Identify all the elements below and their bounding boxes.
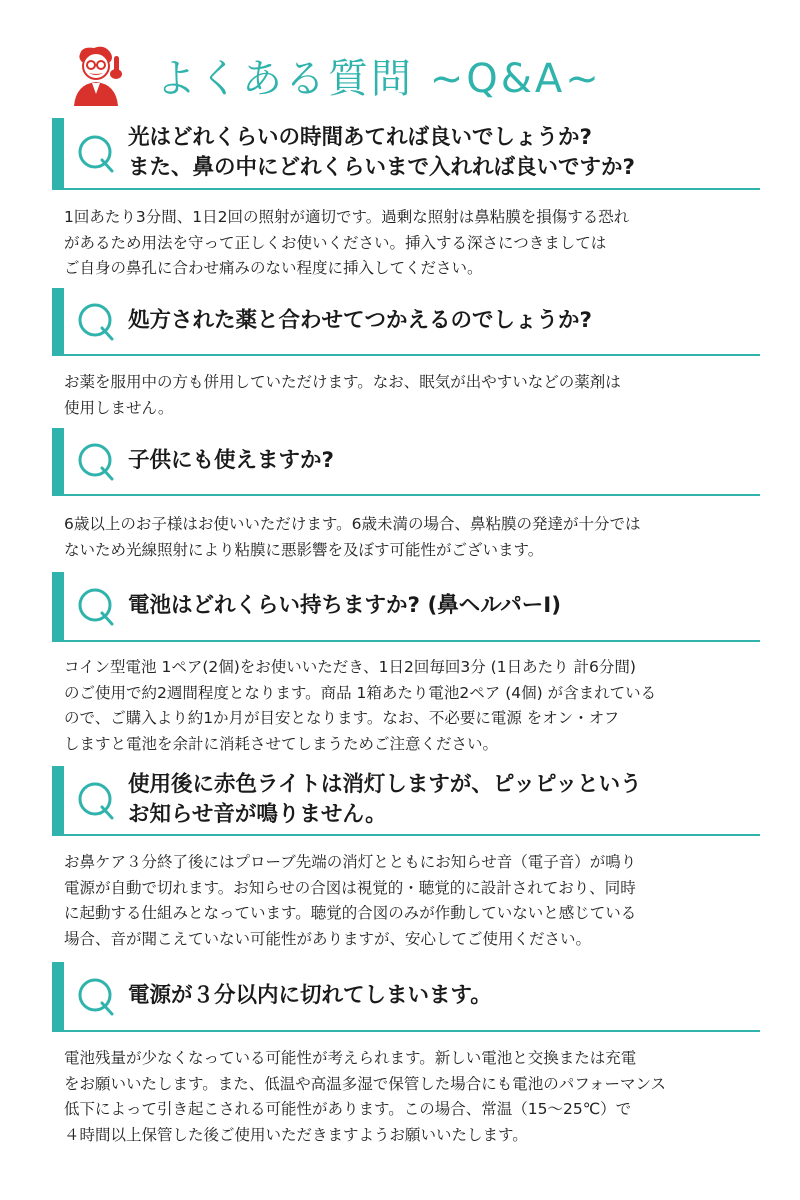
page-header [70,40,602,110]
question-line: お知らせ音が鳴りません。 [128,802,387,827]
question-text [128,306,592,336]
question-3 [52,428,760,496]
question-1 [52,118,760,190]
q-icon [76,439,116,483]
answer-line: のご使用で約2週間程度となります。商品 1箱あたり電池2ペア (4個) が含まれている [64,683,657,702]
answer-line: をお願いいたします。また、低温や高温多湿で保管した場合にも電池のパフォーマンス [64,1074,667,1093]
question-5 [52,766,760,836]
question-6 [52,962,760,1032]
answer-line: お薬を服用中の方も併用していただけます。なお、眠気が出やすいなどの薬剤は [64,373,621,391]
answer-line: コイン型電池 1ペア(2個)をお使いいただき、1日2回毎回3分 (1日あたり 計6分間) [64,658,636,676]
professor-mascot-icon [70,44,128,106]
answer-line: ないため光線照射により粘膜に悪影響を及ぼす可能性がございます。 [64,540,544,559]
question-text [128,591,561,621]
answer-5 [64,850,764,952]
q-icon [76,778,116,822]
question-line: 処方された薬と合わせてつかえるのでしょうか? [128,308,592,333]
q-icon [76,299,116,343]
q-icon [76,974,116,1018]
question-line: 使用後に赤色ライトは消灯しますが、ピッピッという [128,772,642,797]
question-text [128,981,492,1011]
question-4 [52,572,760,642]
question-text [128,770,642,830]
answer-line: ので、ご購入より約1か月が目安となります。なお、不必要に電源 をオン・オフ [64,709,620,727]
answer-6 [64,1046,764,1148]
answer-line: ご自身の鼻孔に合わせ痛みのない程度に挿入してください。 [64,259,483,277]
answer-4 [64,655,764,757]
question-text [128,123,635,183]
answer-line: があるため用法を守って正しくお使いください。挿入する深さにつきましては [64,233,607,252]
answer-line: しますと電池を余計に消耗させてしまうためご注意ください。 [64,734,499,753]
answer-line: 1回あたり3分間、1日2回の照射が適切です。過剰な照射は鼻粘膜を損傷する恐れ [64,208,630,226]
answer-line: 場合、音が聞こえていない可能性がありますが、安心してご使用ください。 [64,929,592,948]
question-line: 子供にも使えますか? [128,448,334,473]
answer-line: 6歳以上のお子様はお使いいただけます。6歳未満の場合、鼻粘膜の発達が十分では [64,515,641,533]
answer-line: に起動する仕組みとなっています。聴覚的合図のみが作動していないと感じている [64,904,637,922]
q-icon [76,584,116,628]
answer-line: 使用しません。 [64,398,174,417]
answer-3 [64,512,764,563]
answer-line: お鼻ケア３分終了後にはプローブ先端の消灯とともにお知らせ音（電子音）が鳴り [64,853,637,871]
answer-2 [64,370,764,421]
question-line: 光はどれくらいの時間あてれば良いでしょうか? [128,125,592,150]
question-line: また、鼻の中にどれくらいまで入れれば良いですか? [128,155,635,180]
page-title: よくある質問 ~Q&A~ [156,55,602,102]
question-2 [52,288,760,356]
question-line: 電池はどれくらい持ちますか? (鼻ヘルパーI) [128,593,562,618]
answer-1 [64,205,764,282]
q-icon [76,131,116,175]
answer-line: 電池残量が少なくなっている可能性が考えられます。新しい電池と交換または充電 [64,1049,637,1067]
question-text [128,446,334,476]
answer-line: ４時間以上保管した後ご使用いただきますようお願いいたします。 [64,1125,528,1144]
question-line: 電源が３分以内に切れてしまいます。 [128,983,492,1008]
answer-line: 電源が自動で切れます。お知らせの合図は視覚的・聴覚的に設計されており、同時 [64,878,636,897]
answer-line: 低下によって引き起こされる可能性があります。この場合、常温（15～25℃）で [64,1100,632,1118]
